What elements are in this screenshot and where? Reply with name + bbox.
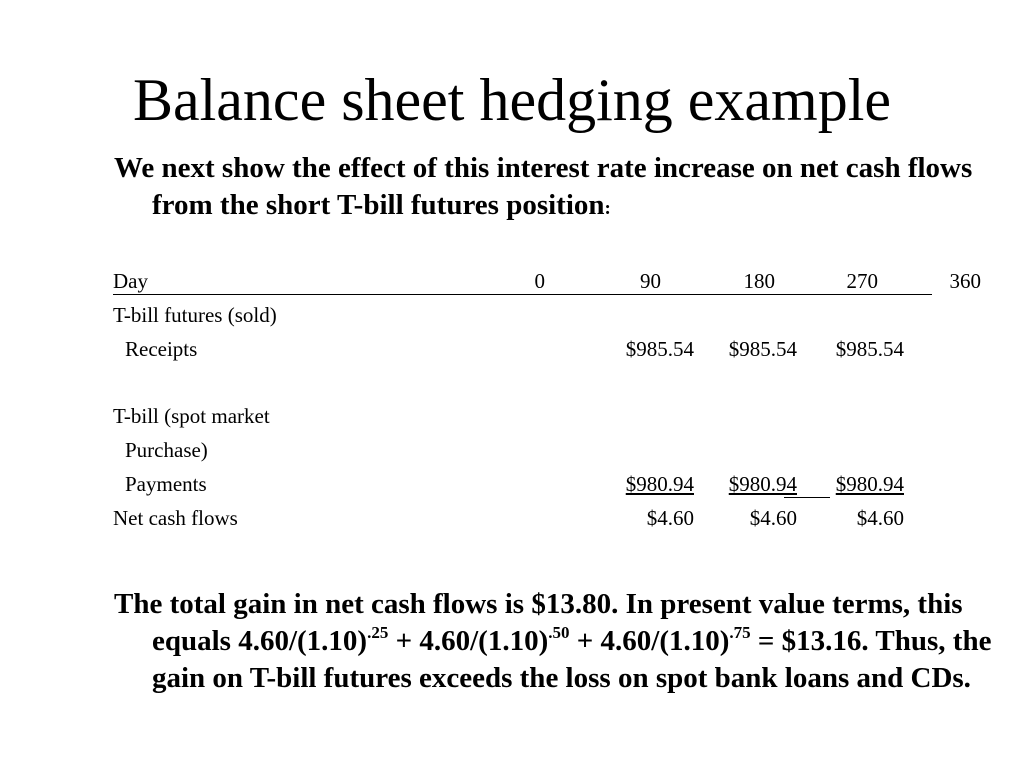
net-cash-flows-label: Net cash flows: [113, 506, 238, 530]
exponent-2: .50: [548, 623, 570, 642]
conclusion-text-4: = $13.16. Thus, the gain on T-bill futures exceeds the loss on spot bank loans and CDs.: [152, 625, 992, 694]
spot-section-label-2: Purchase): [125, 438, 208, 462]
conclusion-paragraph: [114, 586, 1002, 697]
exponent-3: .75: [729, 623, 751, 642]
net-day270-value: $4.60: [856, 506, 904, 530]
net-cash-flows-row: [113, 501, 943, 535]
net-day90-value: $4.60: [646, 506, 694, 530]
slide-title: Balance sheet hedging example: [132, 67, 892, 133]
spot-section-label-1: T-bill (spot market: [113, 404, 270, 428]
futures-section-label: T-bill futures (sold): [113, 303, 277, 327]
exponent-1: .25: [367, 623, 389, 642]
payments-day270-value: $980.94: [835, 472, 904, 496]
day-header-label: Day: [113, 269, 148, 293]
payments-row: [113, 467, 943, 501]
day-180-header: 180: [743, 269, 775, 293]
receipts-label: Receipts: [125, 337, 198, 361]
payments-day180-value: $980.94: [728, 472, 797, 496]
day-0-header: 0: [534, 269, 545, 293]
conclusion-text-2: + 4.60/(1.10): [388, 625, 549, 657]
net-day180-value: $4.60: [749, 506, 797, 530]
conclusion-text-1: The total gain in net cash flows is $13.80. In present value terms, this equals 4.60/(1.10): [114, 588, 963, 657]
payments-day90-value: $980.94: [625, 472, 694, 496]
table-header-row: [113, 264, 981, 298]
receipts-day180-value: $985.54: [728, 337, 797, 361]
day-90-header: 90: [640, 269, 661, 293]
intro-text: We next show the effect of this interest rate increase on net cash flows from the short T-bill futures position: [114, 152, 973, 221]
header-underline: [113, 294, 932, 295]
receipts-day90-value: $985.54: [625, 337, 694, 361]
receipts-row: [113, 332, 943, 366]
spot-section-row-2: [113, 433, 943, 467]
payments-label: Payments: [125, 472, 207, 496]
futures-section-row: [113, 298, 943, 332]
receipts-day270-value: $985.54: [835, 337, 904, 361]
day-360-header: 360: [949, 269, 981, 293]
payments-underline-tail: [784, 497, 830, 498]
conclusion-text-3: + 4.60/(1.10): [569, 625, 730, 657]
spot-section-row-1: [113, 399, 943, 433]
intro-paragraph: [114, 150, 1002, 227]
intro-colon: :: [604, 198, 611, 219]
day-270-header: 270: [846, 269, 878, 293]
